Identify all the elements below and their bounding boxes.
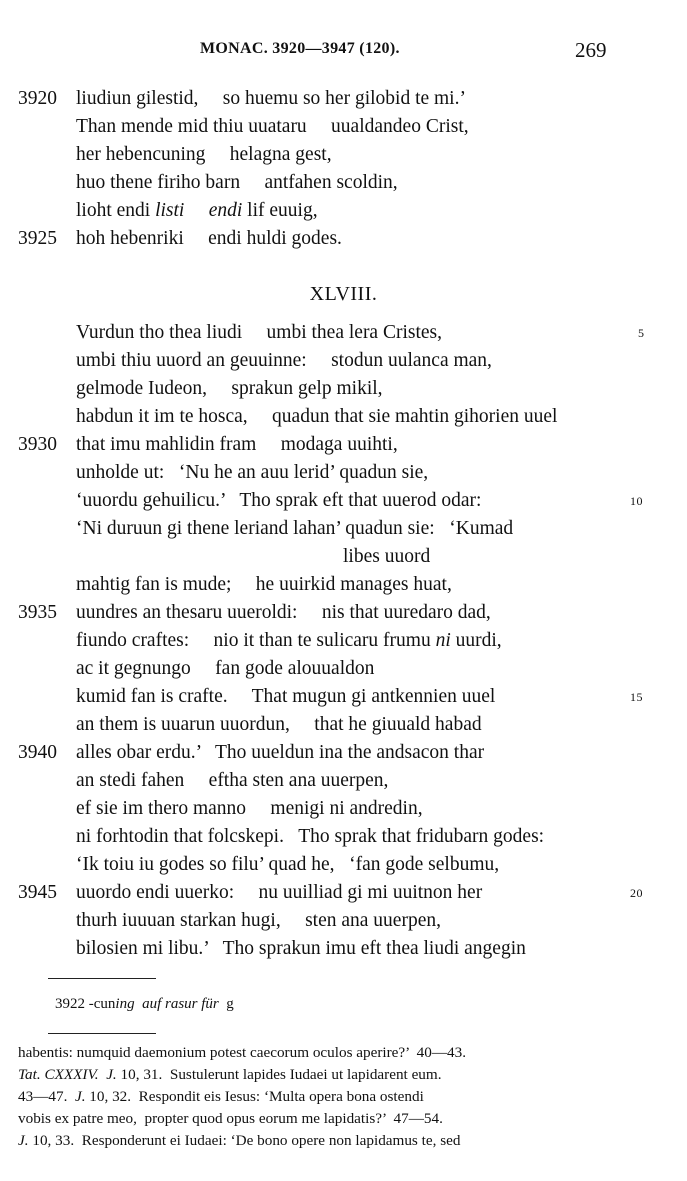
verse-line [0,602,687,630]
page-number: 269 [575,38,607,62]
verse-line [0,88,687,116]
verse-line [0,826,687,854]
verse-line [0,854,687,882]
verse-text: ac it gegnungo fan gode alouualdon [76,658,375,679]
divider-rule [48,1033,156,1034]
text-run: 43—47. [18,1088,75,1105]
text-run: lioht endi [76,200,156,221]
line-number: 3920 [18,88,57,109]
verse-line [0,172,687,200]
verse-text: her hebencuning helagna gest, [76,144,332,165]
verse-line [0,434,687,462]
verse-line [0,546,687,574]
footnote-line [18,1088,614,1110]
verse-text: thurh iuuuan starkan hugi, sten ana uuerpen, [76,910,441,931]
line-number: 3935 [18,602,57,623]
running-title: MONAC. 3920—3947 (120). [200,40,400,57]
verse-line [0,462,687,490]
text-run: vobis ex patre meo, propter quod opus eorum me lapidatis?’ 47—54. [18,1110,443,1127]
verse-line [0,658,687,686]
verse-line [0,910,687,938]
italic-run: Tat. CXXXIV. [18,1066,99,1083]
verse-text: ef sie im thero manno menigi ni andredin, [76,798,423,819]
verse-text: gelmode Iudeon, sprakun gelp mikil, [76,378,383,399]
verse-text: hoh hebenriki endi huldi godes. [76,228,342,249]
verse-text: ‘Ni duruun gi thene leriand lahan’ quadun sie: ‘Kumad [76,518,514,539]
divider-rule [48,978,156,979]
italic-run: endi [208,200,243,221]
verse-line [0,144,687,172]
text-run: 3922 -cun [55,996,116,1012]
verse-text: an stedi fahen eftha sten ana uuerpen, [76,770,389,791]
italic-run: listi [155,200,185,221]
verse-line [0,518,687,546]
verse-line [0,630,687,658]
verse-line [0,116,687,144]
verse-text: that imu mahlidin fram modaga uuihti, [76,434,398,455]
text-run: habentis: numquid daemonium potest caecorum oculos aperire?’ 40—43. [18,1044,467,1061]
text-run: 10, 32. Respondit eis Iesus: ‘Multa opera bona ostendi [85,1088,424,1105]
running-head [0,38,687,64]
verse-text: liudiun gilestid, so huemu so her gilobid te mi.’ [76,88,466,109]
verse-text: unholde ut: ‘Nu he an auu lerid’ quadun sie, [76,462,429,483]
italic-run: ni [435,630,451,651]
verse-line [0,490,687,518]
italic-run: auf rasur für [142,996,219,1012]
italic-run: ing [115,996,135,1012]
line-number: 3925 [18,228,57,249]
footnote-line [18,1044,614,1066]
verse-line [0,406,687,434]
verse-text: uuordo endi uuerko: nu uuilliad gi mi uuitnon her [76,882,483,903]
verse-line [0,742,687,770]
verse-text: ni forhtodin that folcskepi. Tho sprak that fridubarn godes: [76,826,545,847]
verse-text: mahtig fan is mude; he uuirkid manages huat, [76,574,452,595]
verse-line [0,378,687,406]
verse-line [0,228,687,256]
text-run: g [226,996,234,1012]
verse-text: bilosien mi libu.’ Tho sprakun imu eft thea liudi angegin [76,938,526,959]
verse-text: huo thene firiho barn antfahen scoldin, [76,172,398,193]
text-run: fiundo craftes: nio it than te sulicaru frumu [76,630,436,651]
verse-text: uundres an thesaru uueroldi: nis that uuredaro dad, [76,602,491,623]
reference-number: 15 [630,690,643,704]
verse-text [76,200,318,222]
italic-run: J. [106,1066,117,1083]
verse-line [0,686,687,714]
verse-line [0,350,687,378]
apparatus-note [55,996,234,1013]
verse-line [0,770,687,798]
verse-line [0,938,687,966]
line-number: 3930 [18,434,57,455]
text-run [184,200,208,221]
reference-number: 5 [638,326,645,340]
italic-run: J. [74,1088,86,1105]
verse-line [0,200,687,228]
line-number: 3945 [18,882,57,903]
verse-line [0,882,687,910]
reference-number: 10 [630,494,643,508]
verse-text [76,630,502,652]
verse-text-runover: libes uuord [343,546,431,567]
text-run: lif euuig, [242,200,318,221]
verse-line [0,714,687,742]
line-number: 3940 [18,742,57,763]
verse-text: umbi thiu uuord an geuuinne: stodun uulanca man, [76,350,492,371]
verse-text: habdun it im te hosca, quadun that sie mahtin gihorien uuel [76,406,558,427]
reference-number: 20 [630,886,643,900]
verse-text: an them is uuarun uuordun, that he giuuald habad [76,714,482,735]
italic-run: J. [18,1132,29,1149]
verse-line [0,798,687,826]
verse-text: kumid fan is crafte. That mugun gi antkennien uuel [76,686,496,707]
verse-text: ‘Ik toiu iu godes so filu’ quad he, ‘fan gode selbumu, [76,854,500,875]
verse-text: Than mende mid thiu uuataru uualdandeo Crist, [76,116,469,137]
verse-text: Vurdun tho thea liudi umbi thea lera Cristes, [76,322,443,343]
text-run: uurdi, [450,630,502,651]
verse-text: ‘uuordu gehuilicu.’ Tho sprak eft that uuerod odar: [76,490,482,511]
footnote-line [18,1132,614,1154]
footnote-line [18,1110,614,1132]
text-run: 10, 31. Sustulerunt lapides Iudaei ut lapidarent eum. [116,1066,442,1083]
text-run: 10, 33. Responderunt ei Iudaei: ‘De bono opere non lapidamus te, sed [28,1132,461,1149]
footnote-line [18,1066,614,1088]
verse-text: alles obar erdu.’ Tho uueldun ina the andsacon thar [76,742,485,763]
verse-line [0,322,687,350]
verse-line [0,574,687,602]
section-heading: XLVIII. [309,283,378,305]
